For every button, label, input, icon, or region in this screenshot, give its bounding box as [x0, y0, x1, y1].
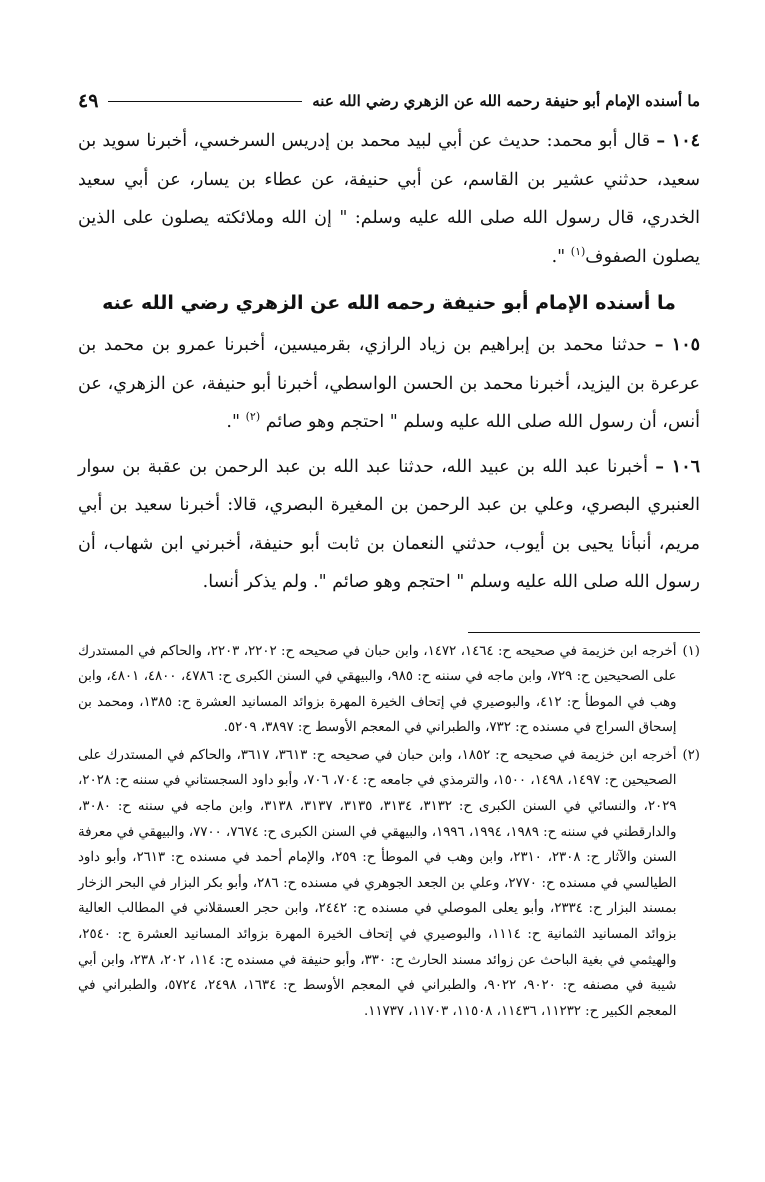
header-rule [108, 101, 302, 102]
book-page [78, 86, 700, 1026]
footnote-ref[interactable]: (٢) [245, 410, 261, 424]
hadith-ending: ". [226, 412, 241, 432]
hadith-106 [78, 448, 700, 602]
footnote-text: أخرجه ابن خزيمة في صحيحه ح: ١٨٥٢، وابن حبان في صحيحه ح: ٣٦١٣، ٣٦١٧، والحاكم في المستدرك على الصحيحين ح: ١٤٩٧، ١٤٩٨، ١٥٠٠، والترمذي في جامعه ح: ٧٠٤، ٧٠٦، وأبو داود السجستاني في سننه ح: ٢٠٢٨، ٢٠٢٩، والنسائي في السنن الكبرى ح: ٣١٣٢، ٣١٣٤، ٣١٣٥، ٣١٣٧، ٣١٣٨، وابن ماجه في سننه ح: ٣٠٨٠، والدارقطني في سننه ح: ١٩٨٩، ١٩٩٤، ١٩٩٦، والبيهقي في السنن الكبرى ح: ٧٦٧٤، ٧٧٠٠، والبيهقي في معرفة السنن والآثار ح: ٢٣٠٨، ٢٣١٠، وابن وهب في الموطأ ح: ٢٥٩، والإمام أحمد في مسنده ح: ٢٦١٣، وأبو داود الطيالسي في مسنده ح: ٢٧٧٠، وعلي بن الجعد الجوهري في مسنده ح: ٢٨٦، وأبو بكر البزار في البحر الزخار بمسند البزار ح: ٢٣٣٤، وأبو يعلى الموصلي في مسنده ح: ٢٤٤٢، وابن حجر العسقلاني في المطالب العالية بزوائد المسانيد الثمانية ح: ١١١٤، والبوصيري في إتحاف الخيرة المهرة بزوائد المسانيد العشرة ح: ٢٥٤٠، والهيثمي في بغية الباحث عن زوائد مسند الحارث ح: ٣٣٠، وأبو حنيفة في مسنده ح: ١١٤، ٢٠٢، ٢٣٨، وابن أبي شيبة في مصنفه ح: ٩٠٢٠، ٩٠٢٢، والطبراني في المعجم الأوسط ح: ١٦٣٤، ٢٤٩٨، ٥٧٢٤، والطبراني في المعجم الكبير ح: ١١٢٣٢، ١١٤٣٦، ١١٥٠٨، ١١٧٠٣، ١١٧٣٧. [78, 747, 677, 1019]
hadith-ending: ". [551, 246, 566, 267]
footnote-2 [78, 743, 700, 1025]
hadith-text: أخبرنا عبد الله بن عبيد الله، حدثنا عبد الله بن عبد الرحمن بن عقبة بن سوار العنبري البصري، وعلي بن عبد الرحمن بن المغيرة البصري، قالا: أخبرنا سعيد بن أبي مريم، أنبأنا يحيى بن أيوب، حدثني النعمان بن ثابت أبو حنيفة، أخبرني ابن شهاب، أن رسول الله صلى الله عليه وسلم " احتجم وهو صائم ". ولم يذكر أنسا. [78, 456, 700, 592]
hadith-number: ١٠٥ – [654, 335, 700, 355]
footnote-ref[interactable]: (١) [570, 244, 586, 258]
hadith-number: ١٠٦ – [655, 456, 700, 477]
footnote-mark: (١) [682, 643, 700, 659]
hadith-text: قال أبو محمد: حديث عن أبي لبيد محمد بن إدريس السرخسي، أخبرنا سويد بن سعيد، حدثني عشير بن القاسم، عن أبي حنيفة، عن عطاء بن يسار، عن أبي سعيد الخدري، قال رسول الله صلى الله عليه وسلم: " إن الله وملائكته يصلون على الذين يصلون الصفوف [78, 131, 700, 267]
footnote-1 [78, 639, 700, 741]
hadith-104 [78, 122, 700, 276]
section-heading: ما أسنده الإمام أبو حنيفة رحمه الله عن الزهري رضي الله عنه [102, 292, 676, 314]
hadith-105 [78, 326, 700, 442]
hadith-text: حدثنا محمد بن إبراهيم بن زياد الرازي، بقرميسين، أخبرنا عمرو بن محمد بن عرعرة بن اليزيد، أخبرنا محمد بن الحسن الواسطي، أخبرنا أبو حنيفة، عن الزهري، عن أنس، أن رسول الله صلى الله عليه وسلم " احتجم وهو صائم [78, 335, 700, 432]
footnote-text: أخرجه ابن خزيمة في صحيحه ح: ١٤٦٤، ١٤٧٢، وابن حبان في صحيحه ح: ٢٢٠٢، ٢٢٠٣، والحاكم في المستدرك على الصحيحين ح: ٧٢٩، وابن ماجه في سننه ح: ٩٨٥، والبيهقي في السنن الكبرى ح: ٤٧٨٦، ٤٨٠٠، ٤٨٠١، وابن وهب في الموطأ ح: ٤١٢، والبوصيري في إتحاف الخيرة المهرة بزوائد المسانيد العشرة ح: ١٣٨٥، ومحمد بن إسحاق السراج في مسنده ح: ٧٣٢، والطبراني في المعجم الأوسط ح: ٣٨٩٧، ٥٢٠٩. [78, 643, 677, 736]
running-title: ما أسنده الإمام أبو حنيفة رحمه الله عن الزهري رضي الله عنه [312, 92, 700, 110]
page-number: ٤٩ [78, 90, 99, 112]
hadith-number: ١٠٤ – [656, 131, 700, 151]
running-header [78, 86, 700, 116]
footnote-mark: (٢) [682, 747, 700, 763]
footnote-separator [468, 632, 700, 633]
